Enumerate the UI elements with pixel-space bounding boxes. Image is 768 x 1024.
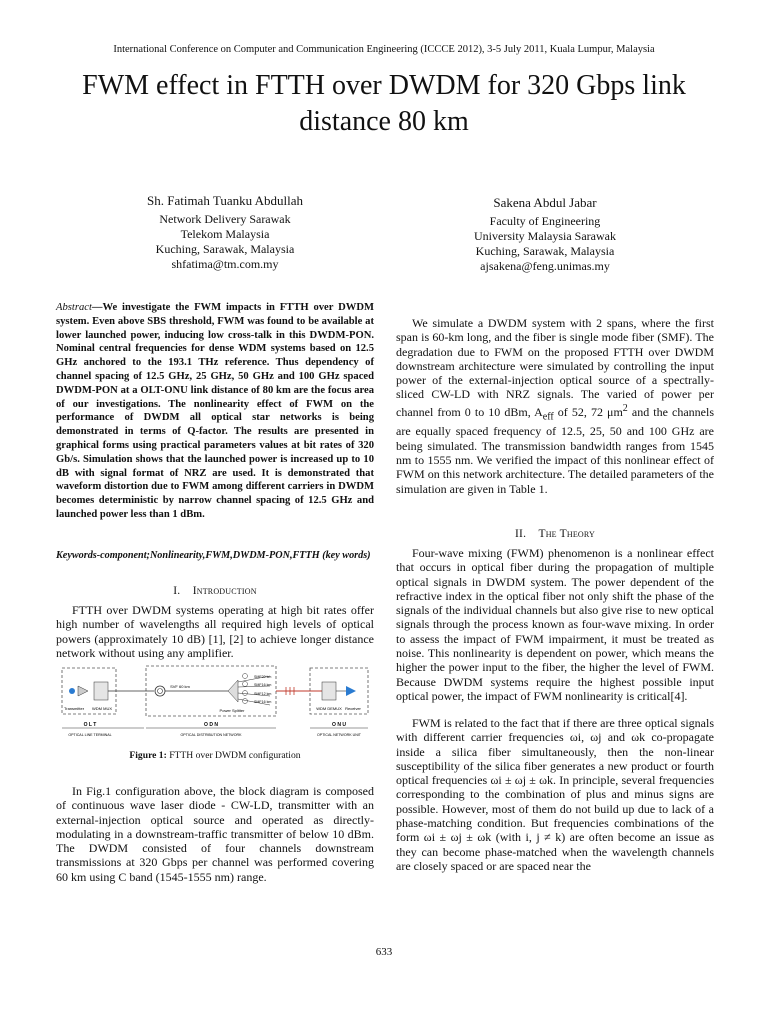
keywords: Keywords-component;Nonlinearity,FWM,DWDM-PON,FTTH (key words) [56, 550, 371, 561]
author-name: Sh. Fatimah Tuanku Abdullah [146, 193, 304, 208]
olt-label: O L T [83, 722, 97, 728]
author-affiliation-line: Faculty of Engineering [489, 214, 601, 228]
wdm-mux-label: WDM MUX [92, 706, 112, 711]
author-affiliation-line: University Malaysia Sarawak [474, 229, 616, 243]
paragraph-text: Four-wave mixing (FWM) phenomenon is a nonlinear effect that occurs in optical fiber during the propagation of multiple optical signals in DWDM system. The power dependent of the refractive index in the optical fiber not only shift the phase of the signals of the individual channels but also give rise to new optical signals through the process known as four-wave mixing. In order to assess the impact of FWM impairment, it must be treated as noise. This nonlinearity is dependent on power, which means the higher the power input to the fiber, the higher the level of FWM. Because DWDM systems require the highest possible input optical power, the impact of FWM nonlinearity is critical[4]. [396, 546, 714, 703]
author-2 [395, 195, 695, 274]
laser-icon [69, 688, 75, 694]
olt-sublabel: OPTICAL LINE TERMINAL [68, 733, 112, 737]
author-affiliation-line: Telekom Malaysia [180, 227, 270, 241]
receiver-icon [346, 686, 356, 696]
paragraph-text: FWM is related to the fact that if there are three optical signals with different carrier frequencies ωi, ωj and ωk co-propagate inside a silica fiber simultaneously, then the non-linear susceptibility of the silica fiber generates a new product or fourth optical frequencies ωi ± ωj ± ωk. In principle, several frequencies corresponding to the combination of plus and minus signs are possible. However, most of them do not build up due to lack of a phase-matching condition. But frequencies combinations of the form ωi ± ωj ± ωk (with i, j ≠ k) are often become an issue as they can become phase-matched when the wavelength channels are closely spaced or are spaced near the [396, 716, 714, 873]
power-splitter-label: Power Splitter [219, 708, 245, 713]
paragraph-text: FTTH over DWDM systems operating at high bit rates offer high number of wavelengths all required high levels of optical powers (approximately 10 dB) [1], [2] to achieve longer distance network without using any amplifier. [56, 603, 374, 660]
smf-label-2: SMF16 km [254, 683, 272, 687]
text-span: and the channels are equally spaced frequency of 12.5, 25, 50 and 100 GHz are being simulated. The transmission bandwidth ranges from 1545 nm to 1555 nm. We verified the impact of this nonlinear effect of FWM on this network architecture. The detailed parameters of the simulation are given in Table 1. [396, 404, 714, 496]
section-title: The Theory [538, 528, 595, 540]
author-name: Sakena Abdul Jabar [493, 195, 597, 210]
section-number: II. [515, 528, 527, 540]
fiber-spool-icon [155, 686, 165, 696]
svf-label: SVF 60 km [170, 684, 190, 689]
section-title: Introduction [192, 585, 257, 597]
section-number: I. [173, 585, 181, 597]
author-affiliation-line: Network Delivery Sarawak [159, 212, 291, 226]
abstract [56, 301, 374, 522]
author-1 [80, 193, 370, 272]
smf-label-1: SMF20 km [254, 675, 272, 679]
theory-paragraph-2 [396, 716, 714, 873]
paragraph-text: In Fig.1 configuration above, the block diagram is composed of continuous wave laser diode - CW-LD, transmitter with an external-injection optical source and operated as directly-modulating in a downstream-traffic transmitter of below 10 dBm. The DWDM consisted of four channels downstream transmissions at 320 Gbps per channel was performed covering 60 km using C band (1545-1555 nm) range. [56, 784, 374, 884]
page-number: 633 [375, 946, 393, 958]
receiver-label: Receiver [345, 706, 361, 711]
wdm-mux-icon [94, 682, 108, 700]
superscript: 2 [622, 402, 628, 414]
transmitter-label: Transmitter [63, 706, 85, 711]
odn-label: O D N [204, 722, 218, 728]
author-affiliation-line: Kuching, Sarawak, Malaysia [475, 244, 615, 258]
section-heading-introduction [56, 585, 374, 597]
smf-label-4: SMF16 km [254, 700, 272, 704]
smf-label-3: SMF12 km [254, 692, 272, 696]
author-affiliation-line: Kuching, Sarawak, Malaysia [155, 242, 295, 256]
wdm-demux-icon [322, 682, 336, 700]
intro-paragraph-2 [56, 784, 374, 884]
right-paragraph-1 [396, 316, 714, 496]
author-email: shfatima@tm.com.my [171, 257, 279, 271]
intro-paragraph-1 [56, 603, 374, 660]
title-line-2: distance 80 km [299, 106, 469, 137]
text-span: of 52, 72 μm [553, 404, 623, 419]
section-heading-theory [396, 528, 714, 540]
wdm-demux-label: WDM DEMUX [316, 706, 342, 711]
abstract-dash: — [91, 302, 103, 313]
caption-text: FTTH over DWDM configuration [166, 750, 301, 761]
odn-sublabel: OPTICAL DISTRIBUTION NETWORK [180, 733, 242, 737]
onu-label: O N U [332, 722, 346, 728]
abstract-text: We investigate the FWM impacts in FTTH over DWDM system. Even above SBS threshold, FWM was found to be available at lower launched power, inducing low cross-talk in this DWDM-PON. Nominal central frequencies for dense WDM systems based on 12.5 GHz anchored to the 193.1 THz reference. Thus dependency of channel spacing of 12.5 GHz, 25 GHz, 50 GHz and 100 GHz spaced DWDM-PON at a OLT-ONU link distance of 80 km are the focus area of our investigations. The nonlinearity effect of FWM on the performance of DWDM all optical star networks is being demonstrated in terms of Q-factor. The results are presented in graphical forms using practical parameters values at bit rates of 320 Gb/s. Simulation shows that the launched power is increased up to 10 dB with signal format of NRZ are used. It is demonstrated that waveform distortion due to FWM among different carriers in DWDM becomes deterministic by narrow channel spacing of 12.5 GHz and launched power less than 1 dBm. [56, 302, 374, 520]
caption-label: Figure 1: [129, 750, 167, 761]
text-span: We simulate a DWDM system with 2 spans, where the first span is 60-km long, and the fiber is single mode fiber (SMF). The degradation due to FWM on the proposed FTTH over DWDM downstream architecture were simulated by controlling the input power of the external-injection optical source of a spectrally-sliced CW-LD with NRZ signals. The varied of power per channel from 0 to 10 dBm, A [396, 316, 714, 419]
theory-paragraph-1 [396, 546, 714, 703]
abstract-label: Abstract [56, 302, 92, 313]
conference-header: International Conference on Computer and Communication Engineering (ICCCE 2012), 3-5 July 2011, Kuala Lumpur, Malaysia [113, 44, 655, 55]
figure-1-caption [56, 750, 374, 761]
paragraph-text [396, 316, 714, 496]
transmitter-icon [78, 686, 88, 696]
paper-title [40, 68, 728, 140]
onu-sublabel: OPTICAL NETWORK UNIT [317, 733, 361, 737]
title-line-1: FWM effect in FTTH over DWDM for 320 Gbps link [82, 70, 686, 101]
subscript: eff [542, 411, 554, 423]
ftth-dwdm-diagram [60, 660, 370, 744]
author-email: ajsakena@feng.unimas.my [480, 259, 610, 273]
figure-1-diagram [60, 660, 370, 744]
power-splitter-icon [228, 680, 238, 702]
